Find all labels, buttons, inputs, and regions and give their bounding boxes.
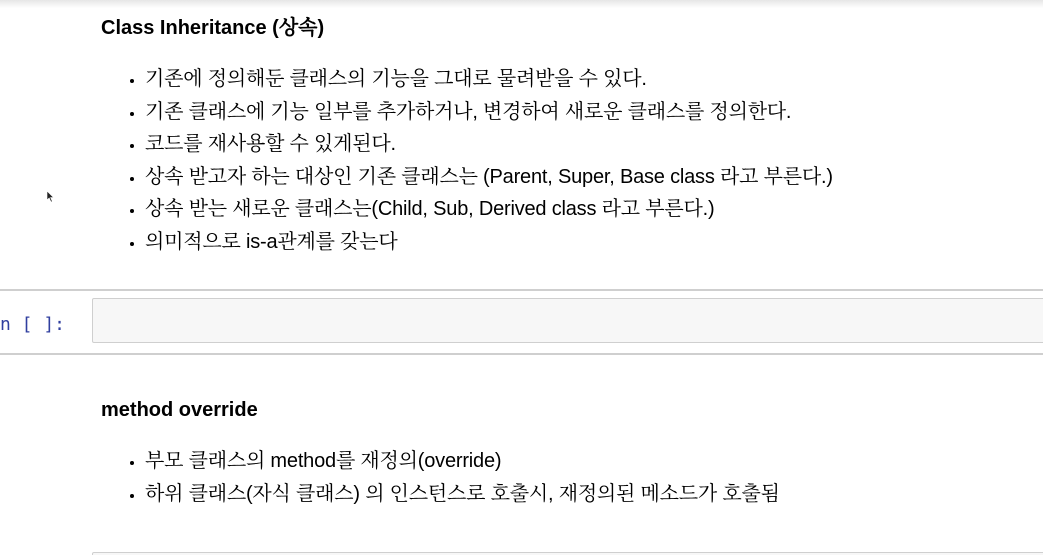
code-input-area[interactable]: [92, 298, 1043, 343]
cell-divider: [0, 353, 1043, 355]
markdown-cell-method-override[interactable]: [101, 396, 1031, 510]
toolbar-shadow: [0, 0, 1043, 8]
list-item: • 의미적으로 is-a관계를 갖는다: [145, 226, 1031, 259]
markdown-cell-inheritance[interactable]: [101, 14, 1031, 258]
cell-heading: method override: [101, 399, 258, 421]
list-item: • 코드를 재사용할 수 있게된다.: [145, 128, 1031, 161]
cell-divider: [0, 289, 1043, 291]
list-item: • 상속 받는 새로운 클래스는(Child, Sub, Derived class 라고 부른다.): [145, 193, 1031, 226]
list-item: • 기존에 정의해둔 클래스의 기능을 그대로 물려받을 수 있다.: [145, 63, 1031, 96]
list-item: • 상속 받고자 하는 대상인 기존 클래스는 (Parent, Super, Base class 라고 부른다.): [145, 161, 1031, 194]
list-item: • 부모 클래스의 method를 재정의(override): [145, 445, 1031, 478]
input-prompt: n [ ]:: [0, 314, 66, 335]
list-item: • 하위 클래스(자식 클래스) 의 인스턴스로 호출시, 재정의된 메소드가 호출됨: [145, 478, 1031, 511]
mouse-pointer-icon: [46, 191, 56, 203]
list-item: • 기존 클래스에 기능 일부를 추가하거나, 변경하여 새로운 클래스를 정의한다.: [145, 96, 1031, 129]
bullet-list: [101, 445, 1031, 510]
cell-heading: Class Inheritance (상속): [101, 17, 325, 39]
bullet-list: [101, 63, 1031, 258]
